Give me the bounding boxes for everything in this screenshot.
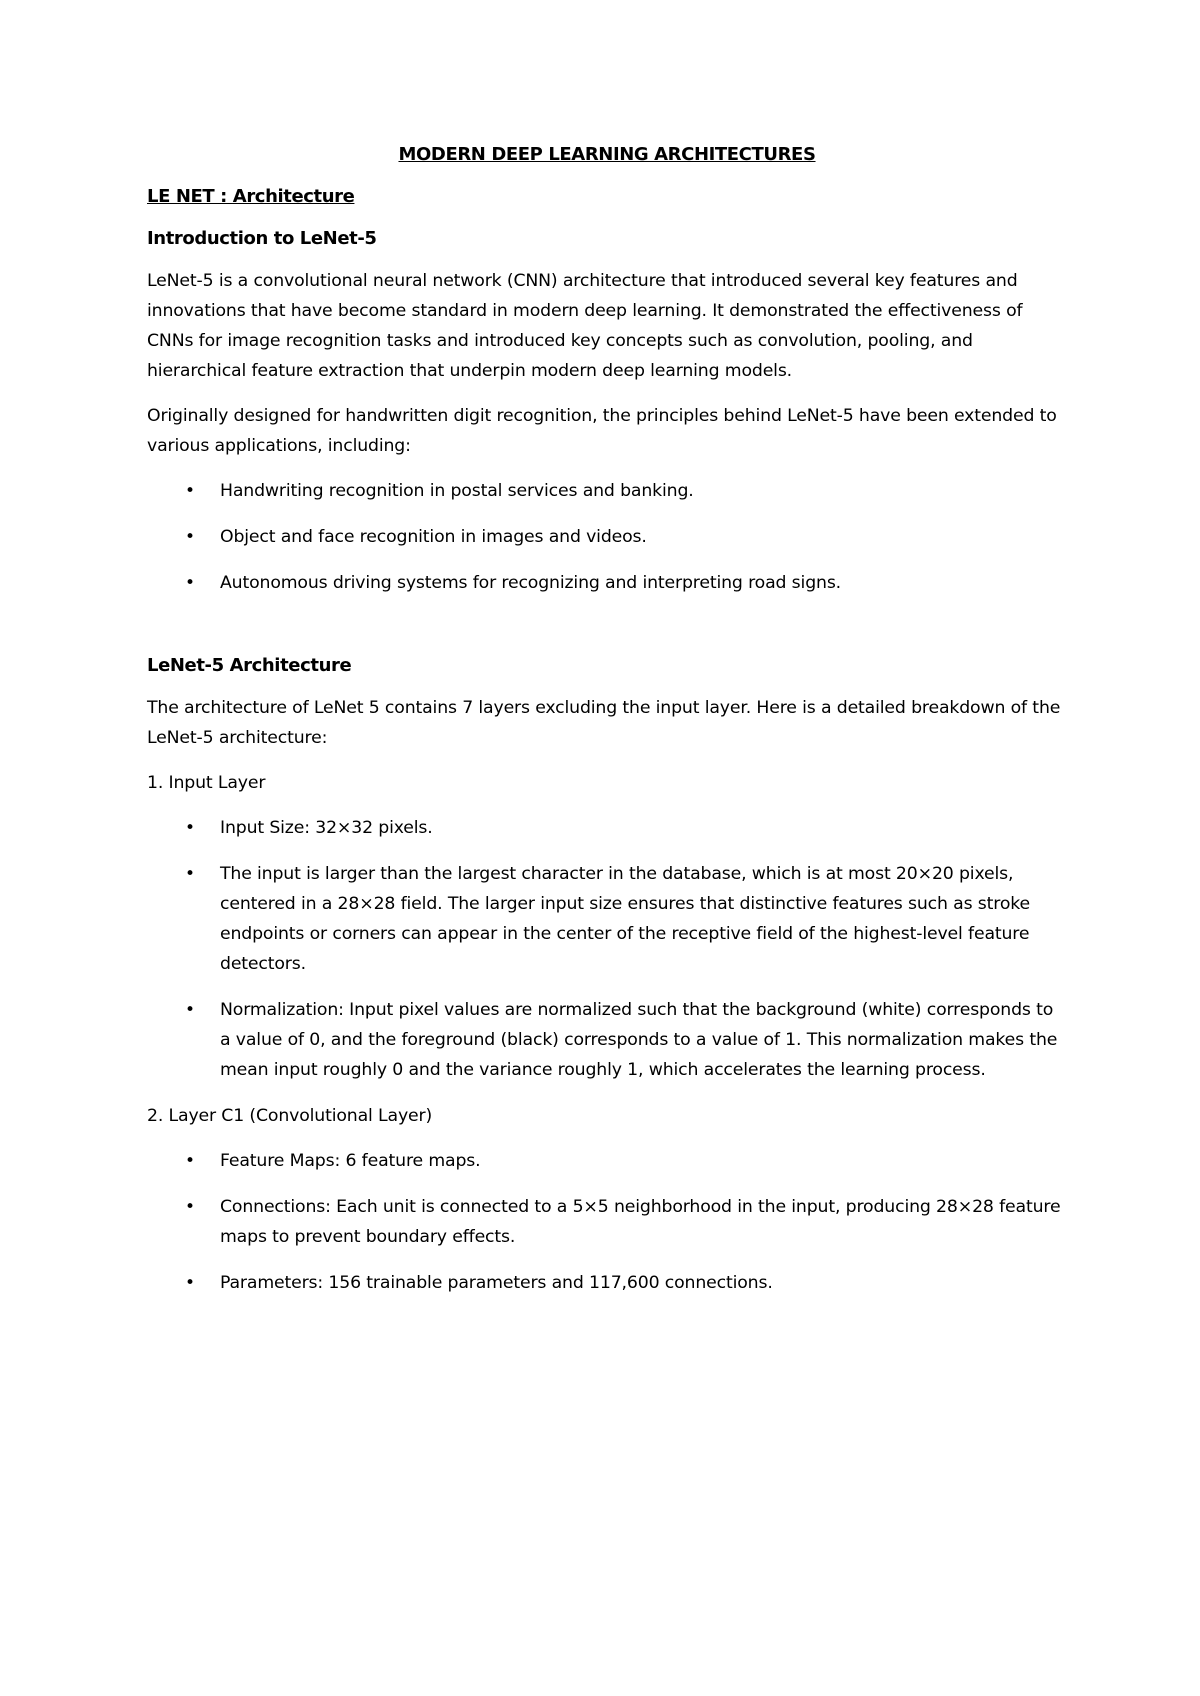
list-item (147, 1268, 1067, 1298)
list-item-text: Normalization: Input pixel values are normalized such that the background (white) corresponds to a value of 0, and the foreground (black) corresponds to a value of 1. This normalization makes the mean input roughly 0 and the variance roughly 1, which accelerates the learning process. (220, 1000, 1058, 1080)
applications-list (147, 476, 1067, 598)
spacer (147, 614, 1067, 651)
bullet-icon: • (185, 818, 195, 838)
list-item-text: Input Size: 32×32 pixels. (220, 818, 433, 838)
architecture-paragraph: The architecture of LeNet 5 contains 7 layers excluding the input layer. Here is a detailed breakdown of the LeNet-5 architecture: (147, 698, 1061, 748)
list-item (147, 568, 1067, 598)
applications-paragraph: Originally designed for handwritten digit recognition, the principles behind LeNet-5 have been extended to various applications, including: (147, 406, 1057, 456)
intro-heading: Introduction to LeNet-5 (147, 228, 377, 249)
layer1-heading: 1. Input Layer (147, 773, 266, 793)
list-item-text: The input is larger than the largest character in the database, which is at most 20×20 pixels, centered in a 28×28 field. The larger input size ensures that distinctive features such as stroke endpoints or corners can appear in the center of the receptive field of the highest-level feature detectors. (220, 864, 1030, 974)
section-heading: LE NET : Architecture (147, 186, 355, 207)
list-item-text: Object and face recognition in images and videos. (220, 527, 647, 547)
document-title: MODERN DEEP LEARNING ARCHITECTURES (398, 144, 816, 165)
document-content (147, 140, 1067, 1314)
layer2-heading: 2. Layer C1 (Convolutional Layer) (147, 1106, 433, 1126)
layer2-list (147, 1146, 1067, 1298)
list-item-text: Handwriting recognition in postal services and banking. (220, 481, 694, 501)
layer1-list (147, 813, 1067, 1085)
bullet-icon: • (185, 1151, 195, 1171)
list-item (147, 859, 1067, 979)
list-item (147, 995, 1067, 1085)
list-item-text: Connections: Each unit is connected to a 5×5 neighborhood in the input, producing 28×28 feature maps to prevent boundary effects. (220, 1197, 1061, 1247)
bullet-icon: • (185, 573, 195, 593)
list-item-text: Parameters: 156 trainable parameters and 117,600 connections. (220, 1273, 773, 1293)
bullet-icon: • (185, 864, 195, 884)
list-item-text: Autonomous driving systems for recognizing and interpreting road signs. (220, 573, 842, 593)
list-item (147, 522, 1067, 552)
list-item-text: Feature Maps: 6 feature maps. (220, 1151, 481, 1171)
list-item (147, 813, 1067, 843)
intro-paragraph: LeNet-5 is a convolutional neural network (CNN) architecture that introduced several key features and innovations that have become standard in modern deep learning. It demonstrated the effectiveness of CNNs for image recognition tasks and introduced key concepts such as convolution, pooling, and hierarchical feature extraction that underpin modern deep learning models. (147, 271, 1023, 381)
list-item (147, 1192, 1067, 1252)
bullet-icon: • (185, 1197, 195, 1217)
bullet-icon: • (185, 481, 195, 501)
list-item (147, 1146, 1067, 1176)
bullet-icon: • (185, 527, 195, 547)
list-item (147, 476, 1067, 506)
bullet-icon: • (185, 1000, 195, 1020)
bullet-icon: • (185, 1273, 195, 1293)
architecture-heading: LeNet-5 Architecture (147, 655, 352, 676)
